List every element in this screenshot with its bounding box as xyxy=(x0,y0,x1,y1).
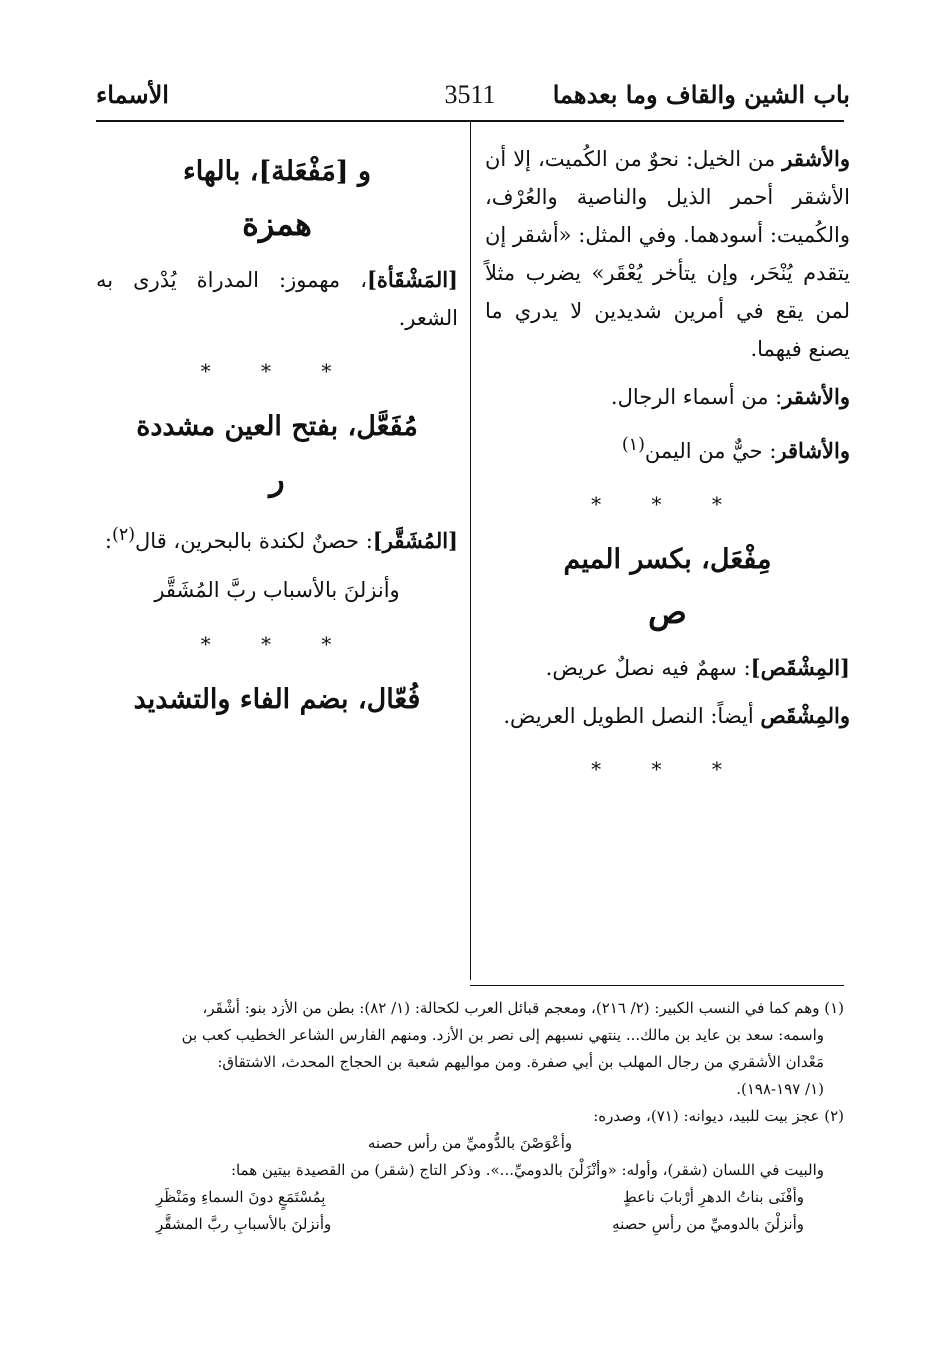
footnotes xyxy=(96,995,844,1238)
separator-stars: * * * xyxy=(591,492,744,516)
entry-text: ، مهموز: المدراة يُدْرى به الشعر. xyxy=(96,268,458,330)
right-column xyxy=(485,140,850,809)
letter-heading: ر xyxy=(269,460,285,498)
letter-heading: همزة xyxy=(242,205,312,243)
entry-text: : حصنٌ لكندة بالبحرين، قال xyxy=(135,529,373,553)
chapter-title: باب الشين والقاف وما بعدهما xyxy=(552,80,850,109)
entry-text: : سهمٌ فيه نصلٌ عريض. xyxy=(545,656,751,680)
separator-stars: * * * xyxy=(200,359,354,383)
entry-mashqaa xyxy=(96,261,458,337)
entry-text: : من أسماء الرجال. xyxy=(610,385,783,409)
entry-mishqas-2 xyxy=(485,697,850,735)
entry-headword: والأشاقر xyxy=(776,438,850,463)
entry-ashaqir xyxy=(485,426,850,470)
footnote-couplet xyxy=(96,1211,844,1238)
entry-headword: [المُشَقَّر] xyxy=(372,528,458,553)
footnote-1-line: (١) وهم كما في النسب الكبير: (٢/ ٢١٦)، ومعجم قبائل العرب لكحالة: (١/ ٨٢): بطن من الأزد بنو: أشْقَر، xyxy=(202,999,844,1017)
footnote-verse: وأعْوَصْنَ بالدُّوميِّ من رأس حصنه xyxy=(367,1134,573,1152)
column-divider xyxy=(470,122,471,980)
footnote-ref: (٢) xyxy=(111,525,136,545)
entry-text: أيضاً: النصل الطويل العريض. xyxy=(503,704,761,728)
entry-headword: [المِشْقَص] xyxy=(750,655,850,680)
entry-ashqar-names xyxy=(485,378,850,416)
footnote-couplet xyxy=(96,1184,844,1211)
footnote-ref: (١) xyxy=(621,435,645,455)
entry-mishqas xyxy=(485,649,850,687)
page-number: 3511 xyxy=(444,80,496,109)
entry-headword: والأشقر xyxy=(782,146,850,171)
entry-headword: والأشقر xyxy=(782,384,850,409)
pattern-heading: فُعّال، بضم الفاء والتشديد xyxy=(133,684,421,715)
footnote-2-line: والبيت في اللسان (شقر)، وأوله: «وأنْزَلْنَ بالدوميِّ...». وذكر التاج (شقر) من القصيدة بيتين هما: xyxy=(230,1161,824,1179)
hemistich-first: وأنزلْنَ بالدوميِّ من رأسِ حصنهِ xyxy=(612,1215,804,1233)
footnote-1-line: واسمه: سعد بن عايد بن مالك... ينتهي نسبهم إلى نصر بن الأزد. ومنهم الفارس الشاعر الخطيب كعب بن xyxy=(181,1026,824,1044)
left-column xyxy=(96,140,458,733)
separator-stars: * * * xyxy=(591,757,744,781)
pattern-heading: مِفْعَل، بكسر الميم xyxy=(563,544,772,575)
poetry-verse: وأنزلنَ بالأسباب ربَّ المُشَقَّر xyxy=(154,578,400,602)
letter-heading: ص xyxy=(648,593,687,631)
entry-headword: والمِشْقَص xyxy=(760,703,850,728)
entry-text-end: : xyxy=(104,529,112,553)
entry-text: : حيٌّ من اليمن xyxy=(644,439,777,463)
footnote-1-line: (١/ ١٩٧-١٩٨). xyxy=(736,1080,824,1098)
entry-headword: [المَشْقَأة] xyxy=(366,267,458,292)
pattern-heading: مُفَعَّل، بفتح العين مشددة xyxy=(136,411,418,442)
entry-mushaqqar xyxy=(96,516,458,560)
footnote-1-line: مَعْدان الأشقري من رجال المهلب بن أبي صفرة. ومن مواليهم شعبة بن الحجاج المحدث، الاشتقاق: xyxy=(217,1053,824,1071)
section-title: الأسماء xyxy=(96,80,169,109)
hemistich-second: وأنزلنَ بالأسبابِ ربَّ المشقَّرِ xyxy=(156,1215,332,1233)
entry-ashqar xyxy=(485,140,850,368)
entry-text: من الخيل: نحوٌ من الكُميت، إلا أن الأشقر أحمر الذيل والناصية والعُرْف، والكُميت: أسودهما. وفي المثل: «أشقر إن يتقدم يُنْحَر، وإن يتأخر يُعْقَر» يضرب مثلاً لمن يقع في أمرين شديدين لا يدري ما يصنع فيهما. xyxy=(485,147,850,361)
footnote-2-line: (٢) عجز بيت للبيد، ديوانه: (٧١)، وصدره: xyxy=(593,1107,844,1125)
pattern-heading: و [مَفْعَلة]، بالهاء xyxy=(183,156,371,187)
hemistich-first: وأفْنَى بناتُ الدهرِ أرْبابَ ناعطٍ xyxy=(622,1188,804,1206)
hemistich-second: بِمُسْتَمَعٍ دونَ السماءِ ومَنْظَرِ xyxy=(156,1188,326,1206)
footnote-rule xyxy=(470,985,844,986)
separator-stars: * * * xyxy=(200,632,354,656)
